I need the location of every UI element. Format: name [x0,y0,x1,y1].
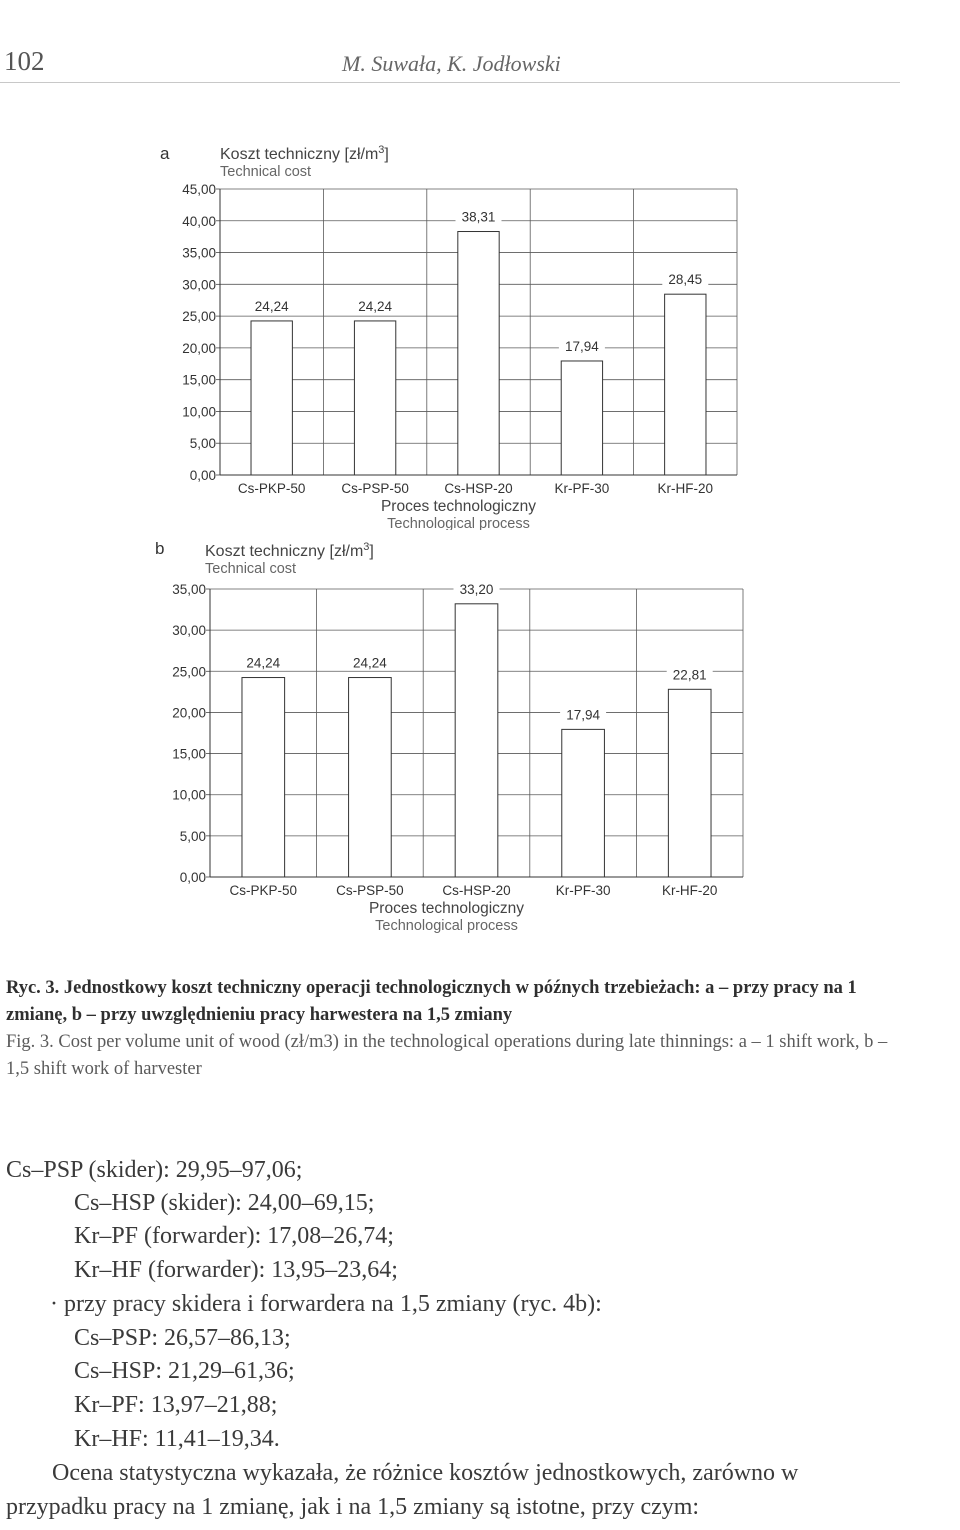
body-text-line: Ocena statystyczna wykazała, że różnice kosztów jednostkowych, zarówno w [52,1460,799,1486]
data-label: 24,24 [254,298,289,314]
panel-letter: b [155,539,165,558]
x-tick-label: Kr-HF-20 [657,481,714,496]
data-label: 38,31 [461,209,496,225]
data-label: 33,20 [459,581,494,597]
body-text-line: Kr–HF: 11,41–19,34. [74,1426,280,1452]
y-tick-label: 5,00 [189,436,216,452]
y-axis-title: Koszt techniczny $[zł/m^3]$ [220,145,389,163]
y-tick-label: 30,00 [172,623,206,639]
bar [354,321,395,475]
y-tick-label: 30,00 [182,277,216,293]
y-tick-label: 15,00 [172,746,206,762]
figure-3a-bar-chart [0,145,960,530]
x-tick-label: Kr-PF-30 [555,883,611,898]
body-text-line: Cs–HSP (skider): 24,00–69,15; [74,1190,375,1216]
bar [668,689,711,877]
y-tick-label: 25,00 [182,309,216,325]
y-tick-label: 45,00 [182,182,216,197]
x-tick-label: Cs-HSP-20 [442,883,511,898]
header-rule [0,82,900,83]
x-axis-title: Proces technologiczny [380,498,537,515]
figure-caption [6,975,906,1083]
x-tick-label: Cs-PSP-50 [336,883,404,898]
bar [561,361,602,475]
data-label: 24,24 [246,655,281,671]
y-axis-subtitle: Technical cost [220,164,312,180]
caption-english: Fig. 3. Cost per volume unit of wood (zł/m3) in the technological operations during late thinnings: a – 1 shift work, b – 1,5 shift work of harvester [6,1032,888,1079]
data-label: 24,24 [353,655,387,671]
data-label: 17,94 [566,707,600,723]
y-tick-label: 10,00 [182,404,216,420]
bar [455,604,498,877]
y-tick-label: 40,00 [182,213,216,229]
body-text-line: Cs–HSP: 21,29–61,36; [74,1358,295,1384]
data-label: 17,94 [565,338,599,354]
y-tick-label: 20,00 [172,705,206,721]
y-axis-subtitle: Technical cost [205,561,297,577]
bar [349,678,392,877]
x-axis-title: Proces technologiczny [368,900,525,917]
y-tick-label: 15,00 [182,372,216,388]
page-number: 102 [4,46,45,76]
body-text-line: · przy pracy skidera i forwardera na 1,5 zmiany (ryc. 4b): [50,1291,602,1317]
body-text-line: Cs–PSP (skider): 29,95–97,06; [6,1157,303,1183]
y-tick-label: 5,00 [179,828,206,844]
x-tick-label: Cs-PSP-50 [341,481,409,496]
y-tick-label: 35,00 [172,582,206,597]
data-label: 28,45 [668,272,703,288]
y-tick-label: 0,00 [189,468,216,483]
body-text-line: przypadku pracy na 1 zmianę, jak i na 1,5 zmiany są istotne, przy czym: [6,1494,700,1520]
bar [458,232,499,475]
data-label: 24,24 [358,298,392,314]
x-tick-label: Kr-HF-20 [661,883,718,898]
x-tick-label: Cs-PKP-50 [237,481,306,496]
body-text-line: Cs–PSP: 26,57–86,13; [74,1325,291,1351]
y-axis-title: Koszt techniczny $[zł/m^3]$ [205,541,374,560]
x-tick-label: Kr-PF-30 [554,481,610,496]
x-tick-label: Cs-HSP-20 [444,481,513,496]
x-tick-label: Cs-PKP-50 [229,883,298,898]
data-label: 22,81 [672,667,707,683]
bar [665,294,706,475]
y-tick-label: 20,00 [182,340,216,356]
bar [562,729,605,877]
bar [242,678,285,877]
running-header-authors: M. Suwała, K. Jodłowski [342,51,561,76]
y-tick-label: 35,00 [182,245,216,261]
x-axis-subtitle: Technological process [387,516,530,530]
y-tick-label: 10,00 [172,787,206,803]
body-text-line: Kr–PF: 13,97–21,88; [74,1392,278,1418]
panel-letter: a [160,145,170,163]
bar [251,321,292,475]
y-tick-label: 25,00 [172,664,206,680]
x-axis-subtitle: Technological process [375,918,518,934]
figure-3b-bar-chart [0,535,960,945]
body-text-line: Kr–PF (forwarder): 17,08–26,74; [74,1223,394,1249]
caption-polish: Ryc. 3. Jednostkowy koszt techniczny operacji technologicznych w późnych trzebieżach: a – przy pracy na 1 zmianę, b – przy uwzględnieniu pracy harwestera na 1,5 zmiany [6,978,857,1025]
body-text-line: Kr–HF (forwarder): 13,95–23,64; [74,1257,398,1283]
y-tick-label: 0,00 [179,870,206,885]
